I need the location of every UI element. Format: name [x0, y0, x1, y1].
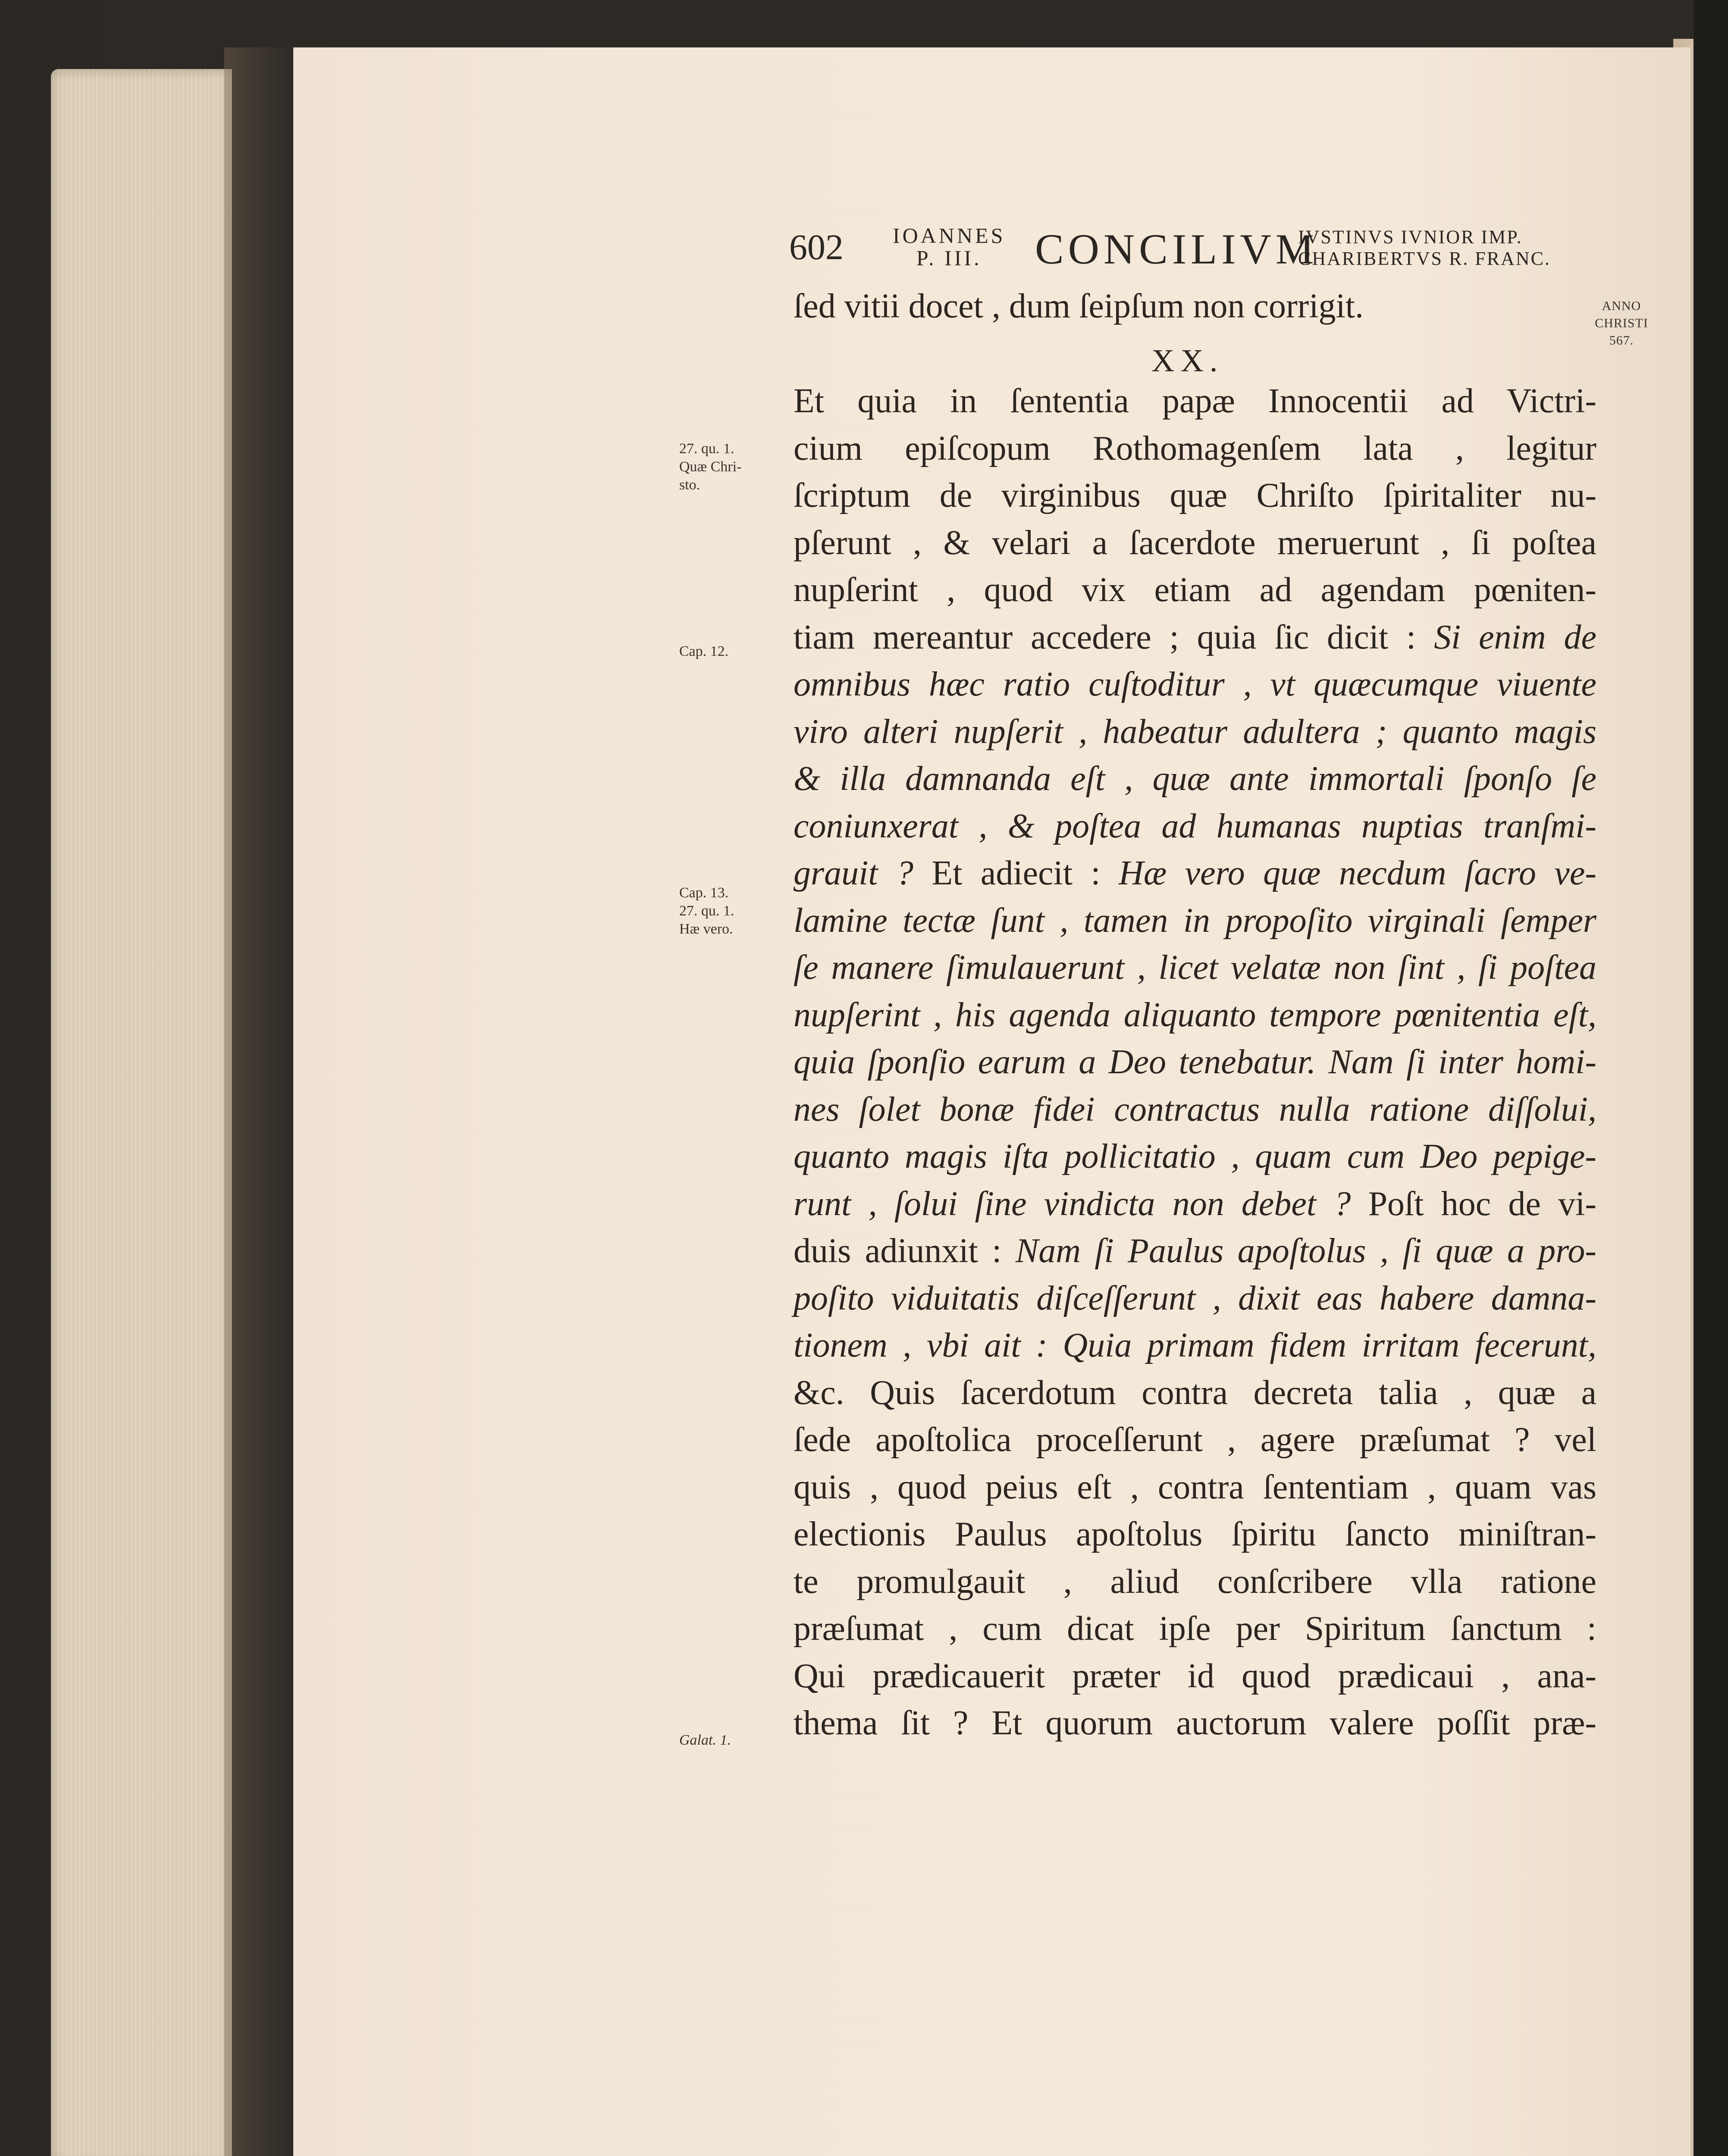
margin-note-1 — [679, 440, 783, 494]
background-right — [1694, 0, 1728, 2156]
body-line — [793, 1466, 1596, 1509]
italic-text-segment: coniunxerat , & poſtea ad humanas nuptias tranſmi- — [793, 807, 1596, 845]
italic-text-segment: Hæ vero quæ necdum ſacro ve- — [1119, 854, 1596, 892]
body-line — [793, 1418, 1596, 1461]
text-segment: ſede apoſtolica proceſſerunt , agere præſumat ? vel — [793, 1421, 1596, 1459]
italic-text-segment: Si enim de — [1434, 618, 1596, 656]
body-line — [793, 1702, 1596, 1745]
text-segment: te promulgauit , aliud conſcribere vlla ratione — [793, 1562, 1596, 1601]
body-line — [793, 993, 1596, 1037]
text-segment: Poſt hoc de vi- — [1368, 1185, 1596, 1223]
body-line — [793, 1088, 1596, 1131]
margin-note-3 — [679, 884, 783, 938]
text-segment: Et quia in ſententia papæ Innocentii ad Victri- — [793, 382, 1596, 420]
italic-text-segment: viro alteri nupſerit , habeatur adultera ; quanto magis — [793, 712, 1596, 751]
header-left-line-1: IOANNES — [893, 223, 1006, 248]
margin-year-line-3: 567. — [1609, 333, 1634, 348]
margin-year-line-1: ANNO — [1602, 299, 1641, 313]
body-line — [793, 757, 1596, 800]
margin-note-line: Cap. 13. — [679, 885, 729, 901]
body-line — [793, 474, 1596, 517]
page-number: 602 — [789, 227, 844, 267]
italic-text-segment: nes ſolet bonæ fidei contractus nulla ratione diſſolui, — [793, 1090, 1596, 1128]
text-segment: nupſerint , quod vix etiam ad agendam pœniten- — [793, 571, 1596, 609]
margin-year-line-2: CHRISTI — [1595, 316, 1648, 330]
italic-text-segment: Nam ſi Paulus apoſtolus , ſi quæ a pro- — [1015, 1232, 1596, 1270]
body-line — [793, 1513, 1596, 1556]
gutter-shadow — [224, 47, 293, 2156]
margin-note-line: sto. — [679, 477, 700, 493]
text-segment: Qui prædicauerit præter id quod prædicaui , ana- — [793, 1657, 1596, 1695]
header-left-line-2: P. III. — [916, 246, 982, 270]
body-line — [793, 1324, 1596, 1367]
body-line — [793, 1655, 1596, 1698]
text-segment: ſed vitii docet , dum ſeipſum non corrigit. — [793, 287, 1364, 325]
text-segment: ſcriptum de virginibus quæ Chriſto ſpiritaliter nu- — [793, 476, 1596, 514]
body-line — [793, 1229, 1596, 1272]
italic-text-segment: quanto magis iſta pollicitatio , quam cum Deo pepige- — [793, 1138, 1596, 1175]
italic-text-segment: runt , ſolui ſine vindicta non debet ? — [793, 1185, 1368, 1223]
margin-note-line: Cap. 12. — [679, 643, 729, 659]
text-segment: cium epiſcopum Rothomagenſem lata , legitur — [793, 429, 1596, 467]
margin-note-line: Quæ Chri- — [679, 459, 742, 475]
body-line — [793, 568, 1596, 611]
body-line — [793, 1182, 1596, 1225]
text-segment: Et adiecit : — [931, 854, 1119, 892]
italic-text-segment: tionem , vbi ait : Quia primam fidem irritam fecerunt, — [793, 1326, 1596, 1364]
body-line — [793, 616, 1596, 659]
italic-text-segment: lamine tectæ ſunt , tamen in propoſito virginali ſemper — [793, 901, 1596, 940]
text-segment: præſumat , cum dicat ipſe per Spiritum ſanctum : — [793, 1610, 1596, 1648]
body-line — [793, 1040, 1596, 1084]
body-line — [793, 285, 1596, 328]
text-segment: &c. Quis ſacerdotum contra decreta talia , quæ a — [793, 1373, 1596, 1412]
body-line — [793, 710, 1596, 753]
body-line — [793, 379, 1596, 423]
italic-text-segment: & illa damnanda eſt , quæ ante immortali ſponſo ſe — [793, 760, 1596, 798]
body-line — [793, 805, 1596, 848]
margin-note-2 — [679, 642, 783, 661]
margin-note-line: Hæ vero. — [679, 921, 733, 937]
text-segment: electionis Paulus apoſtolus ſpiritu ſancto miniſtran- — [793, 1515, 1596, 1553]
margin-note-line: 27. qu. 1. — [679, 441, 734, 457]
italic-text-segment: quia ſponſio earum a Deo tenebatur. Nam ſi inter homi- — [793, 1043, 1596, 1081]
body-line — [793, 1277, 1596, 1320]
body-line — [793, 946, 1596, 989]
body-line — [793, 899, 1596, 942]
book-page-edges — [51, 69, 232, 2156]
text-segment: pſerunt , & velari a ſacerdote meruerunt , ſi poſtea — [793, 523, 1596, 562]
body-line — [793, 1135, 1596, 1178]
header-right-running-head — [1298, 226, 1551, 287]
body-line — [793, 1371, 1596, 1414]
margin-note-line: Galat. 1. — [679, 1732, 731, 1748]
text-segment: thema ſit ? Et quorum auctorum valere poſſit præ- — [793, 1704, 1596, 1742]
italic-text-segment: ſe manere ſimulauerunt , licet velatæ non ſint , ſi poſtea — [793, 949, 1596, 987]
body-line — [793, 852, 1596, 895]
running-title: CONCILIVM — [1035, 225, 1318, 273]
header-right-line-1: IVSTINVS IVNIOR IMP. — [1298, 226, 1523, 248]
section-number: XX. — [1151, 343, 1224, 379]
margin-note-4 — [679, 1731, 783, 1749]
italic-text-segment: poſito viduitatis diſceſſerunt , dixit eas habere damna- — [793, 1279, 1596, 1317]
margin-year-note — [1591, 298, 1652, 349]
italic-text-segment: grauit ? — [793, 854, 932, 892]
text-segment: duis adiunxit : — [793, 1232, 1016, 1270]
header-left-running-head — [893, 224, 1005, 285]
text-segment: quis , quod peius eſt , contra ſententiam , quam vas — [793, 1468, 1596, 1506]
header-right-line-2: CHARIBERTVS R. FRANC. — [1298, 248, 1551, 269]
body-line — [793, 663, 1596, 706]
body-line — [793, 427, 1596, 470]
italic-text-segment: nupſerint , his agenda aliquanto tempore pœnitentia eſt, — [793, 996, 1596, 1034]
italic-text-segment: omnibus hæc ratio cuſtoditur , vt quæcumque viuente — [793, 665, 1596, 703]
body-line — [793, 521, 1596, 564]
body-line — [793, 1560, 1596, 1603]
body-line — [793, 1607, 1596, 1650]
text-segment: tiam mereantur accedere ; quia ſic dicit : — [793, 618, 1434, 656]
margin-note-line: 27. qu. 1. — [679, 903, 734, 919]
